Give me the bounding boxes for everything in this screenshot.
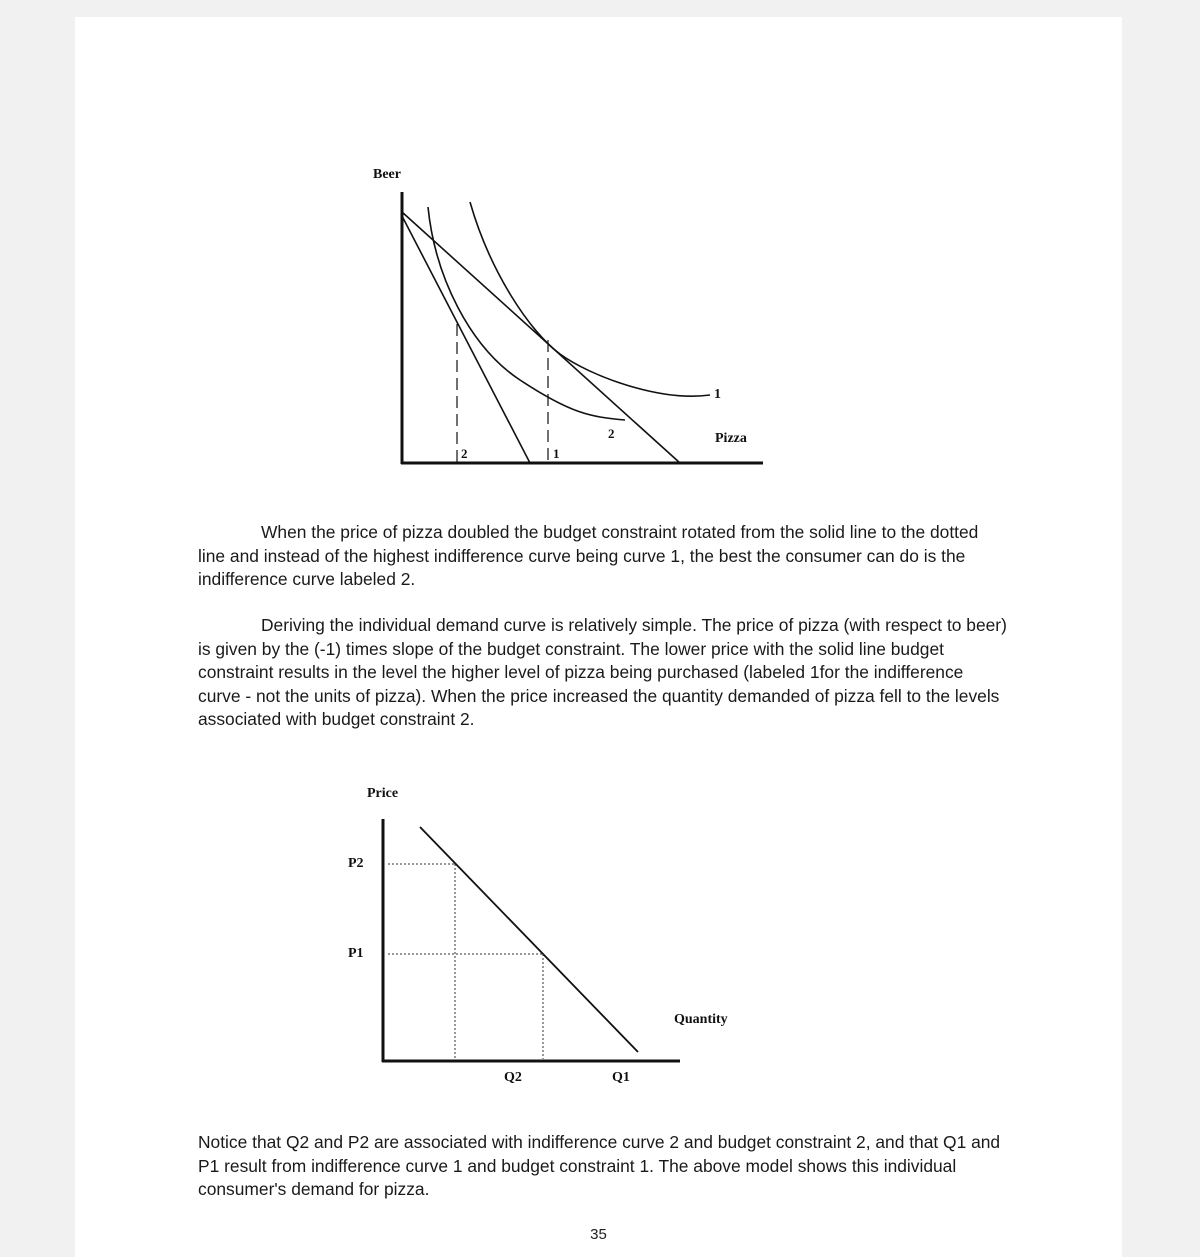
demand-curve-figure xyxy=(340,777,770,1097)
paragraph-deriving-demand: Deriving the individual demand curve is relatively simple. The price of pizza (with respect to beer) is given by the (-1) times slope of the budget constraint. The lower price with the solid line budget constraint results in the level the higher level of pizza being purchased (labeled 1for the indifference curve - not the units of pizza). When the price increased the quantity demanded of pizza fell to the levels associated with budget constraint 2. xyxy=(198,615,1007,729)
paragraph-budget-rotation: When the price of pizza doubled the budget constraint rotated from the solid line to the dotted line and instead of the highest indifference curve being curve 1, the best the consumer can do is the indifference curve labeled 2. xyxy=(198,522,979,589)
budget-constraint-1-label: 1 xyxy=(553,446,560,461)
price-axis-label: Price xyxy=(367,786,399,801)
indifference-curve-figure xyxy=(360,162,780,482)
indifference-curve-1-label: 1 xyxy=(714,387,721,402)
indifference-curve-svg xyxy=(360,162,780,482)
q2-label: Q2 xyxy=(504,1070,522,1085)
beer-axis-label: Beer xyxy=(373,167,401,182)
p2-label: P2 xyxy=(348,856,364,871)
budget-constraint-2-label: 2 xyxy=(461,446,468,461)
indifference-curve-1 xyxy=(470,202,710,396)
p1-label: P1 xyxy=(348,946,364,961)
document-page xyxy=(75,17,1122,1257)
paragraph-notice-q2-p2: Notice that Q2 and P2 are associated with indifference curve 2 and budget constraint 2, and that Q1 and P1 result from indifference curve 1 and budget constraint 1. The above model shows this individual consumer's demand for pizza. xyxy=(198,1132,1001,1199)
demand-curve-svg xyxy=(340,777,770,1097)
q1-label: Q1 xyxy=(612,1070,630,1085)
indifference-curve-2-label: 2 xyxy=(608,426,615,441)
page-number: 35 xyxy=(590,1226,607,1243)
quantity-axis-label: Quantity xyxy=(674,1012,728,1027)
pizza-axis-label: Pizza xyxy=(715,431,747,446)
demand-curve-line xyxy=(420,827,638,1052)
budget-constraint-2-line xyxy=(402,216,530,463)
